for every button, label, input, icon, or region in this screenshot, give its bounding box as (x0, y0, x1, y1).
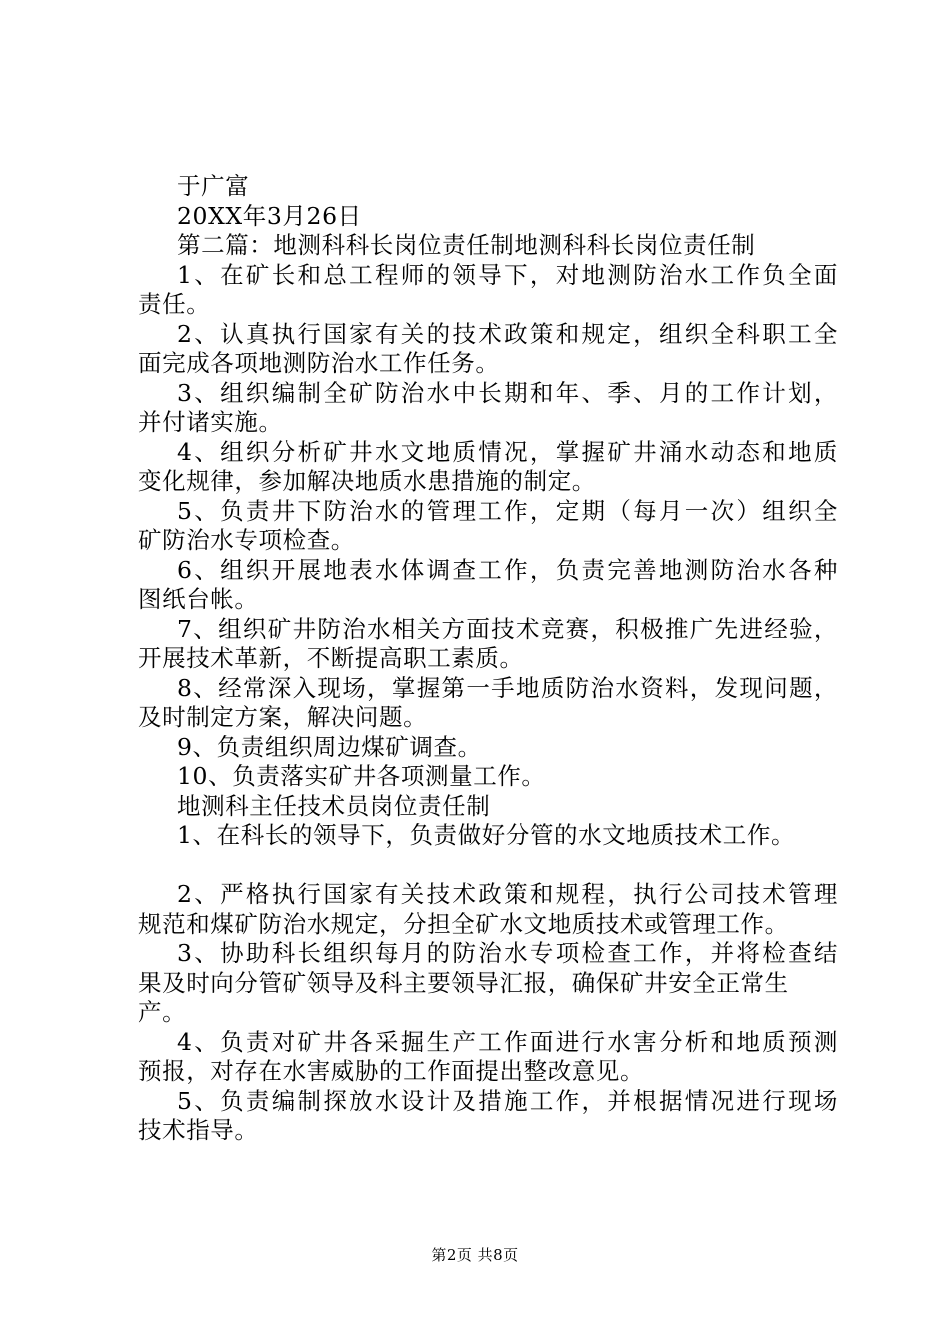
date: 20XX年3月26日 (177, 201, 362, 230)
signature: 于广富 (177, 172, 250, 200)
duty-line: 1、在科长的领导下，负责做好分管的水文地质技术工作。 (177, 821, 796, 849)
duty-line: 变化规律，参加解决地质水患措施的制定。 (138, 467, 596, 495)
duty-line: 2、认真执行国家有关的技术政策和规定，组织全科职工全 (177, 319, 838, 348)
duty-line: 并付诸实施。 (138, 408, 283, 436)
chief-duties-list (138, 261, 838, 792)
duty-line: 技术指导。 (138, 1116, 259, 1144)
duty-line: 责任。 (138, 290, 211, 318)
duty-line: 5、负责编制探放水设计及措施工作，并根据情况进行现场 (177, 1086, 838, 1115)
subsection-title: 地测科主任技术员岗位责任制 (177, 791, 491, 820)
duty-line: 产。 (138, 998, 187, 1026)
duty-line: 果及时向分管矿领导及科主要领导汇报，确保矿井安全正常生 (138, 968, 789, 997)
duty-line: 2、严格执行国家有关技术政策和规程，执行公司技术管理 (177, 880, 838, 908)
duty-line: 3、组织编制全矿防治水中长期和年、季、月的工作计划， (177, 378, 838, 407)
duty-line: 规范和煤矿防治水规定，分担全矿水文地质技术或管理工作。 (138, 909, 789, 938)
duty-line: 3、协助科长组织每月的防治水专项检查工作，并将检查结 (177, 939, 838, 967)
section-title: 第二篇：地测科科长岗位责任制地测科科长岗位责任制 (177, 231, 756, 259)
duty-line: 面完成各项地测防治水工作任务。 (138, 349, 500, 377)
duty-line: 6、组织开展地表水体调查工作，负责完善地测防治水各种 (177, 555, 838, 584)
duty-line: 预报，对存在水害威胁的工作面提出整改意见。 (138, 1057, 645, 1085)
duty-line: 10、负责落实矿井各项测量工作。 (177, 762, 546, 790)
duty-line: 7、组织矿井防治水相关方面技术竞赛，积极推广先进经验， (177, 614, 838, 643)
duty-line: 9、负责组织周边煤矿调查。 (177, 732, 482, 761)
duty-line: 及时制定方案，解决问题。 (138, 703, 428, 731)
duty-line: 开展技术革新，不断提高职工素质。 (138, 644, 524, 672)
duty-line: 矿防治水专项检查。 (138, 526, 355, 554)
duty-line: 4、组织分析矿井水文地质情况，掌握矿井涌水动态和地质 (177, 437, 838, 466)
blank-line (138, 851, 838, 881)
duty-line: 4、负责对矿井各采掘生产工作面进行水害分析和地质预测 (177, 1027, 838, 1056)
document-body (138, 172, 838, 1146)
tech-duties-list (138, 880, 838, 1146)
page-footer: 第2页 共8页 (431, 1246, 519, 1264)
duty-line: 1、在矿长和总工程师的领导下，对地测防治水工作负全面 (177, 260, 838, 289)
duty-line: 5、负责井下防治水的管理工作，定期（每月一次）组织全 (177, 496, 838, 525)
duty-line: 图纸台帐。 (138, 585, 259, 613)
duty-line: 8、经常深入现场，掌握第一手地质防治水资料，发现问题， (177, 673, 838, 702)
